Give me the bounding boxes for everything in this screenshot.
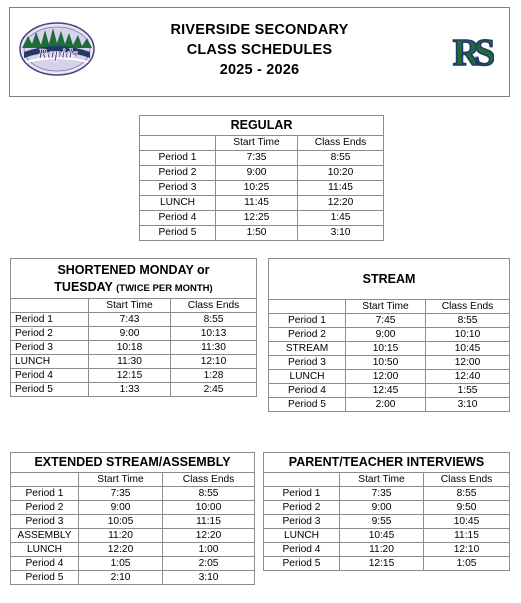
start-cell: 1:33 bbox=[89, 383, 171, 397]
table-row bbox=[264, 557, 510, 571]
end-cell: 10:13 bbox=[171, 327, 257, 341]
table-header-row bbox=[269, 300, 510, 314]
header-class-ends: Class Ends bbox=[426, 300, 510, 314]
period-cell: Period 3 bbox=[11, 515, 79, 529]
parent-teacher-interviews-table bbox=[263, 452, 510, 571]
table-row bbox=[140, 181, 384, 196]
period-cell: Period 4 bbox=[269, 384, 346, 398]
table-row bbox=[11, 383, 257, 397]
table-title-day: TUESDAY bbox=[54, 280, 113, 294]
end-cell: 3:10 bbox=[163, 571, 255, 585]
header-start-time: Start Time bbox=[346, 300, 426, 314]
period-cell: Period 2 bbox=[11, 501, 79, 515]
table-row bbox=[269, 356, 510, 370]
end-cell: 9:50 bbox=[424, 501, 510, 515]
header-start-time: Start Time bbox=[79, 473, 163, 487]
document-title: CLASS SCHEDULES bbox=[186, 42, 333, 58]
period-cell: Period 5 bbox=[11, 571, 79, 585]
end-cell: 1:28 bbox=[171, 369, 257, 383]
start-cell: 1:50 bbox=[216, 226, 298, 241]
table-row bbox=[11, 557, 255, 571]
period-cell: Period 3 bbox=[140, 181, 216, 196]
start-cell: 2:00 bbox=[346, 398, 426, 412]
period-cell: LUNCH bbox=[11, 543, 79, 557]
table-title: SHORTENED MONDAY or bbox=[11, 259, 257, 280]
end-cell: 12:20 bbox=[163, 529, 255, 543]
table-row bbox=[140, 151, 384, 166]
period-cell: Period 1 bbox=[11, 487, 79, 501]
start-cell: 12:00 bbox=[346, 370, 426, 384]
start-cell: 7:35 bbox=[79, 487, 163, 501]
regular-schedule-table bbox=[139, 115, 384, 241]
table-row bbox=[269, 342, 510, 356]
start-cell: 11:45 bbox=[216, 196, 298, 211]
end-cell: 11:15 bbox=[163, 515, 255, 529]
period-cell: Period 4 bbox=[140, 211, 216, 226]
header-class-ends: Class Ends bbox=[171, 299, 257, 313]
end-cell: 2:05 bbox=[163, 557, 255, 571]
period-cell: Period 2 bbox=[11, 327, 89, 341]
start-cell: 10:45 bbox=[340, 529, 424, 543]
end-cell: 12:10 bbox=[424, 543, 510, 557]
period-cell: LUNCH bbox=[269, 370, 346, 384]
table-row bbox=[264, 501, 510, 515]
header-start-time: Start Time bbox=[216, 136, 298, 151]
table-row bbox=[11, 529, 255, 543]
table-row bbox=[140, 211, 384, 226]
period-cell: Period 3 bbox=[11, 341, 89, 355]
table-title: REGULAR bbox=[140, 116, 384, 136]
start-cell: 7:45 bbox=[346, 314, 426, 328]
end-cell: 3:10 bbox=[426, 398, 510, 412]
start-cell: 11:30 bbox=[89, 355, 171, 369]
end-cell: 1:55 bbox=[426, 384, 510, 398]
table-header-row bbox=[11, 299, 257, 313]
table-row bbox=[264, 515, 510, 529]
start-cell: 12:25 bbox=[216, 211, 298, 226]
end-cell: 10:00 bbox=[163, 501, 255, 515]
end-cell: 1:00 bbox=[163, 543, 255, 557]
end-cell: 8:55 bbox=[426, 314, 510, 328]
schedule-header bbox=[9, 7, 510, 97]
table-title: PARENT/TEACHER INTERVIEWS bbox=[264, 453, 510, 473]
table-header-row bbox=[11, 473, 255, 487]
start-cell: 12:15 bbox=[89, 369, 171, 383]
start-cell: 10:05 bbox=[79, 515, 163, 529]
end-cell: 2:45 bbox=[171, 383, 257, 397]
end-cell: 8:55 bbox=[298, 151, 384, 166]
school-name: RIVERSIDE SECONDARY bbox=[170, 22, 349, 38]
period-cell: Period 5 bbox=[269, 398, 346, 412]
period-cell: Period 1 bbox=[264, 487, 340, 501]
end-cell: 12:00 bbox=[426, 356, 510, 370]
rapids-logo-text: Rapids bbox=[38, 47, 78, 62]
start-cell: 9:55 bbox=[340, 515, 424, 529]
start-cell: 9:00 bbox=[216, 166, 298, 181]
period-cell: Period 3 bbox=[264, 515, 340, 529]
table-row bbox=[11, 327, 257, 341]
start-cell: 10:50 bbox=[346, 356, 426, 370]
stream-schedule-table bbox=[268, 258, 510, 412]
header-class-ends: Class Ends bbox=[163, 473, 255, 487]
rs-logo-icon bbox=[448, 25, 494, 77]
table-row bbox=[11, 355, 257, 369]
start-cell: 12:15 bbox=[340, 557, 424, 571]
period-cell: Period 3 bbox=[269, 356, 346, 370]
extended-stream-assembly-table bbox=[10, 452, 255, 585]
school-year: 2025 - 2026 bbox=[219, 62, 300, 78]
start-cell: 7:35 bbox=[216, 151, 298, 166]
start-cell: 12:20 bbox=[79, 543, 163, 557]
start-cell: 7:35 bbox=[340, 487, 424, 501]
table-row bbox=[11, 313, 257, 327]
table-title: EXTENDED STREAM/ASSEMBLY bbox=[11, 453, 255, 473]
table-row bbox=[264, 487, 510, 501]
start-cell: 1:05 bbox=[79, 557, 163, 571]
table-row bbox=[269, 398, 510, 412]
period-cell: ASSEMBLY bbox=[11, 529, 79, 543]
period-cell: Period 4 bbox=[11, 369, 89, 383]
start-cell: 10:15 bbox=[346, 342, 426, 356]
header-cell bbox=[264, 473, 340, 487]
end-cell: 10:45 bbox=[424, 515, 510, 529]
period-cell: Period 2 bbox=[269, 328, 346, 342]
header-start-time: Start Time bbox=[340, 473, 424, 487]
table-row bbox=[11, 341, 257, 355]
shortened-schedule-table bbox=[10, 258, 257, 397]
period-cell: Period 2 bbox=[264, 501, 340, 515]
period-cell: LUNCH bbox=[11, 355, 89, 369]
start-cell: 10:18 bbox=[89, 341, 171, 355]
header-cell bbox=[269, 300, 346, 314]
end-cell: 11:45 bbox=[298, 181, 384, 196]
start-cell: 9:00 bbox=[89, 327, 171, 341]
table-row bbox=[11, 571, 255, 585]
table-row bbox=[11, 369, 257, 383]
end-cell: 8:55 bbox=[163, 487, 255, 501]
table-row bbox=[264, 543, 510, 557]
end-cell: 12:20 bbox=[298, 196, 384, 211]
end-cell: 1:05 bbox=[424, 557, 510, 571]
period-cell: Period 5 bbox=[264, 557, 340, 571]
table-row bbox=[269, 328, 510, 342]
start-cell: 9:00 bbox=[346, 328, 426, 342]
end-cell: 11:30 bbox=[171, 341, 257, 355]
period-cell: Period 4 bbox=[264, 543, 340, 557]
rs-logo bbox=[448, 25, 494, 82]
table-row bbox=[269, 384, 510, 398]
header-title bbox=[10, 20, 509, 80]
header-start-time: Start Time bbox=[89, 299, 171, 313]
table-row bbox=[11, 515, 255, 529]
end-cell: 10:45 bbox=[426, 342, 510, 356]
period-cell: Period 5 bbox=[140, 226, 216, 241]
header-cell bbox=[11, 473, 79, 487]
period-cell: LUNCH bbox=[264, 529, 340, 543]
start-cell: 9:00 bbox=[79, 501, 163, 515]
period-cell: Period 5 bbox=[11, 383, 89, 397]
start-cell: 11:20 bbox=[79, 529, 163, 543]
table-row bbox=[11, 543, 255, 557]
start-cell: 12:45 bbox=[346, 384, 426, 398]
table-header-row bbox=[264, 473, 510, 487]
period-cell: STREAM bbox=[269, 342, 346, 356]
table-row bbox=[140, 166, 384, 181]
header-cell bbox=[11, 299, 89, 313]
end-cell: 11:15 bbox=[424, 529, 510, 543]
table-row bbox=[11, 487, 255, 501]
table-row bbox=[11, 501, 255, 515]
table-row bbox=[269, 314, 510, 328]
end-cell: 12:40 bbox=[426, 370, 510, 384]
period-cell: Period 4 bbox=[11, 557, 79, 571]
start-cell: 10:25 bbox=[216, 181, 298, 196]
period-cell: Period 1 bbox=[140, 151, 216, 166]
period-cell: Period 1 bbox=[269, 314, 346, 328]
start-cell: 7:43 bbox=[89, 313, 171, 327]
table-row bbox=[140, 226, 384, 241]
table-title: STREAM bbox=[269, 259, 510, 300]
table-header-row bbox=[140, 136, 384, 151]
end-cell: 3:10 bbox=[298, 226, 384, 241]
header-cell bbox=[140, 136, 216, 151]
start-cell: 11:20 bbox=[340, 543, 424, 557]
table-title-note: (TWICE PER MONTH) bbox=[116, 283, 213, 294]
end-cell: 12:10 bbox=[171, 355, 257, 369]
table-title-line2 bbox=[11, 279, 257, 299]
header-class-ends: Class Ends bbox=[424, 473, 510, 487]
period-cell: Period 2 bbox=[140, 166, 216, 181]
end-cell: 1:45 bbox=[298, 211, 384, 226]
end-cell: 10:10 bbox=[426, 328, 510, 342]
start-cell: 9:00 bbox=[340, 501, 424, 515]
table-row bbox=[269, 370, 510, 384]
end-cell: 10:20 bbox=[298, 166, 384, 181]
start-cell: 2:10 bbox=[79, 571, 163, 585]
period-cell: Period 1 bbox=[11, 313, 89, 327]
end-cell: 8:55 bbox=[171, 313, 257, 327]
table-row bbox=[140, 196, 384, 211]
end-cell: 8:55 bbox=[424, 487, 510, 501]
header-class-ends: Class Ends bbox=[298, 136, 384, 151]
rs-logo-text: RS bbox=[452, 32, 490, 74]
table-row bbox=[264, 529, 510, 543]
period-cell: LUNCH bbox=[140, 196, 216, 211]
